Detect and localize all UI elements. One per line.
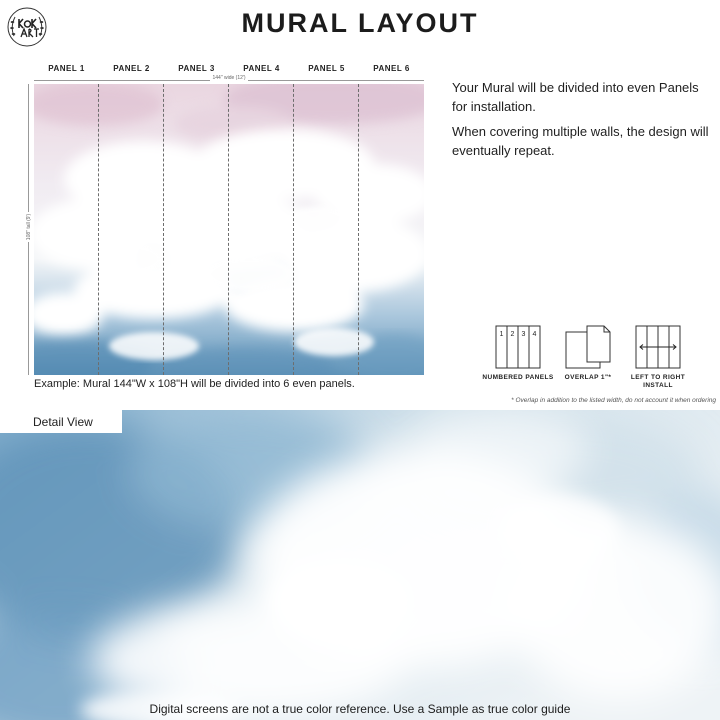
numbered-panels-label: NUMBERED PANELS [482,374,554,381]
detail-view-label: Detail View [33,415,93,429]
color-disclaimer: Digital screens are not a true color reference. Use a Sample as true color guide [149,702,571,716]
panel-divider [98,84,99,375]
height-label: 108" tall (9') [26,213,32,241]
left-to-right-label-line2: INSTALL [643,382,673,389]
panel-divider [293,84,294,375]
description-repeat: When covering multiple walls, the design will eventually repeat. [452,124,709,158]
description-panels: Your Mural will be divided into even Panels for installation. [452,80,699,114]
panel-divider [163,84,164,375]
panel-divider [358,84,359,375]
left-to-right-arrow-icon [633,324,683,370]
left-to-right-label [616,374,700,390]
description [452,78,712,166]
width-dimension [34,76,424,84]
overlap-icon [563,324,613,370]
page-title: MURAL LAYOUT [241,8,479,38]
panel-label-6: PANEL 6 [373,64,410,73]
panel-label-4: PANEL 4 [243,64,280,73]
detail-view-tab [0,410,122,433]
panel-divider [228,84,229,375]
detail-view [0,410,720,720]
panel-number: 2 [510,331,515,338]
panel-label-2: PANEL 2 [113,64,150,73]
mural-preview [34,84,424,375]
panel-number: 4 [532,331,537,338]
mural-caption: Example: Mural 144"W x 108"H will be divided into 6 even panels. [34,378,355,390]
height-dimension [24,84,32,375]
overlap-footnote: * Overlap in addition to the listed width, do not account it when ordering [511,397,716,404]
width-label: 144" wide (12') [212,75,246,81]
panel-label-5: PANEL 5 [308,64,345,73]
numbered-panels-icon [493,324,543,370]
panel-number: 3 [521,331,526,338]
panel-label-3: PANEL 3 [178,64,215,73]
cloud-detail-image [0,410,720,720]
cloud-mural-image [34,84,424,375]
left-to-right-block [616,324,700,390]
overlap-label: OVERLAP 1"* [564,374,612,381]
left-to-right-label-line1: LEFT TO RIGHT [630,374,686,381]
panel-number: 1 [499,331,504,338]
panel-label-1: PANEL 1 [48,64,85,73]
